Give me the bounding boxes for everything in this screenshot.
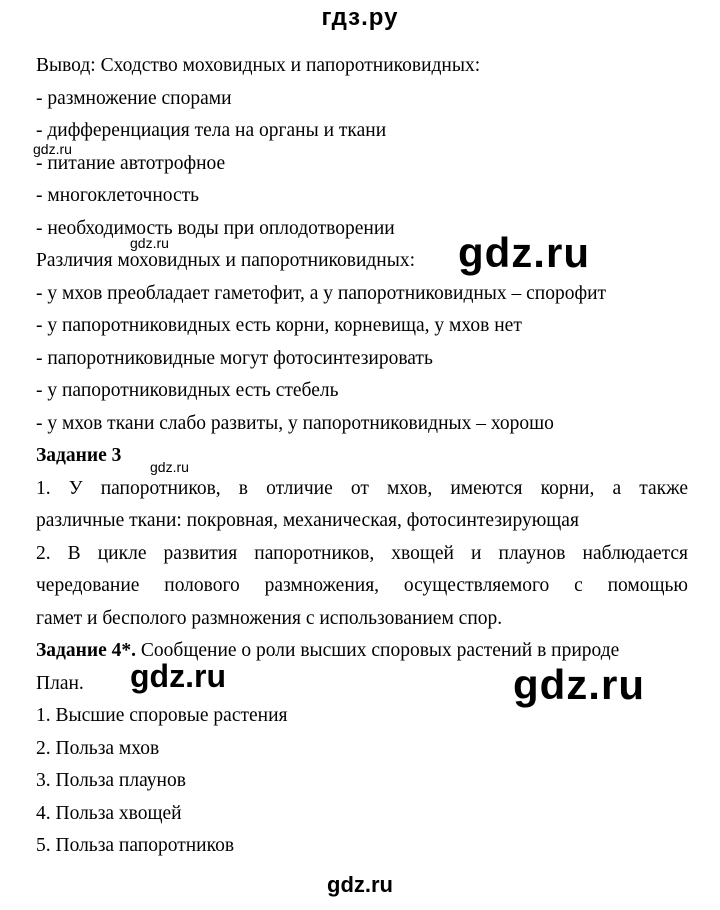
list-item: - дифференциация тела на органы и ткани [36, 120, 387, 141]
plan-item: 4. Польза хвощей [36, 802, 182, 824]
task3-paragraph-line: 1. У папоротников, в отличие от мхов, имеются корни, а также [36, 477, 688, 499]
difference-title: Различия моховидных и папоротниковидных: [36, 250, 416, 271]
list-item: - у мхов ткани слабо развиты, у папоротниковидных – хорошо [36, 412, 554, 434]
task4-text: Сообщение о роли высших споровых растений в природе [136, 640, 620, 661]
list-item: - необходимость воды при оплодотворении [36, 217, 395, 239]
plan-label: План. [36, 672, 84, 694]
list-item: - у папоротниковидных есть стебель [36, 380, 339, 401]
similarity-title: Вывод: Сходство моховидных и папоротниковидных: [36, 55, 481, 76]
plan-item: 3. Польза плаунов [36, 770, 186, 791]
task3-paragraph-line: гамет и бесполого размножения с использованием спор. [36, 607, 503, 629]
task3-paragraph-line: различные ткани: покровная, механическая, фотосинтезирующая [36, 510, 579, 531]
watermark: gdz.ru [130, 235, 169, 251]
list-item: - у мхов преобладает гаметофит, а у папоротниковидных – спорофит [36, 282, 607, 304]
document-body [36, 50, 688, 863]
site-footer: gdz.ru [327, 872, 393, 897]
list-item: - у папоротниковидных есть корни, корневища, у мхов нет [36, 315, 522, 336]
watermark: gdz.ru [130, 658, 226, 694]
list-item: - размножение спорами [36, 87, 232, 109]
watermark: gdz.ru [33, 141, 72, 157]
plan-item: 2. Польза мхов [36, 737, 160, 759]
task3-paragraph-line: 2. В цикле развития папоротников, хвощей и плаунов наблюдается [36, 542, 688, 564]
list-item: - папоротниковидные могут фотосинтезировать [36, 347, 433, 369]
watermark: gdz.ru [150, 459, 189, 475]
task3-paragraph-line: чередование полового размножения, осуществляемого с помощью [36, 575, 688, 596]
site-header: гдз.ру [321, 4, 399, 31]
watermark: gdz.ru [458, 229, 590, 276]
plan-item: 5. Польза папоротников [36, 835, 235, 856]
task3-heading: Задание 3 [36, 445, 122, 466]
list-item: - многоклеточность [36, 185, 200, 206]
plan-item: 1. Высшие споровые растения [36, 705, 288, 726]
task4-heading: Задание 4*. [36, 640, 137, 661]
list-item: - питание автотрофное [36, 152, 226, 174]
watermark: gdz.ru [513, 661, 645, 708]
